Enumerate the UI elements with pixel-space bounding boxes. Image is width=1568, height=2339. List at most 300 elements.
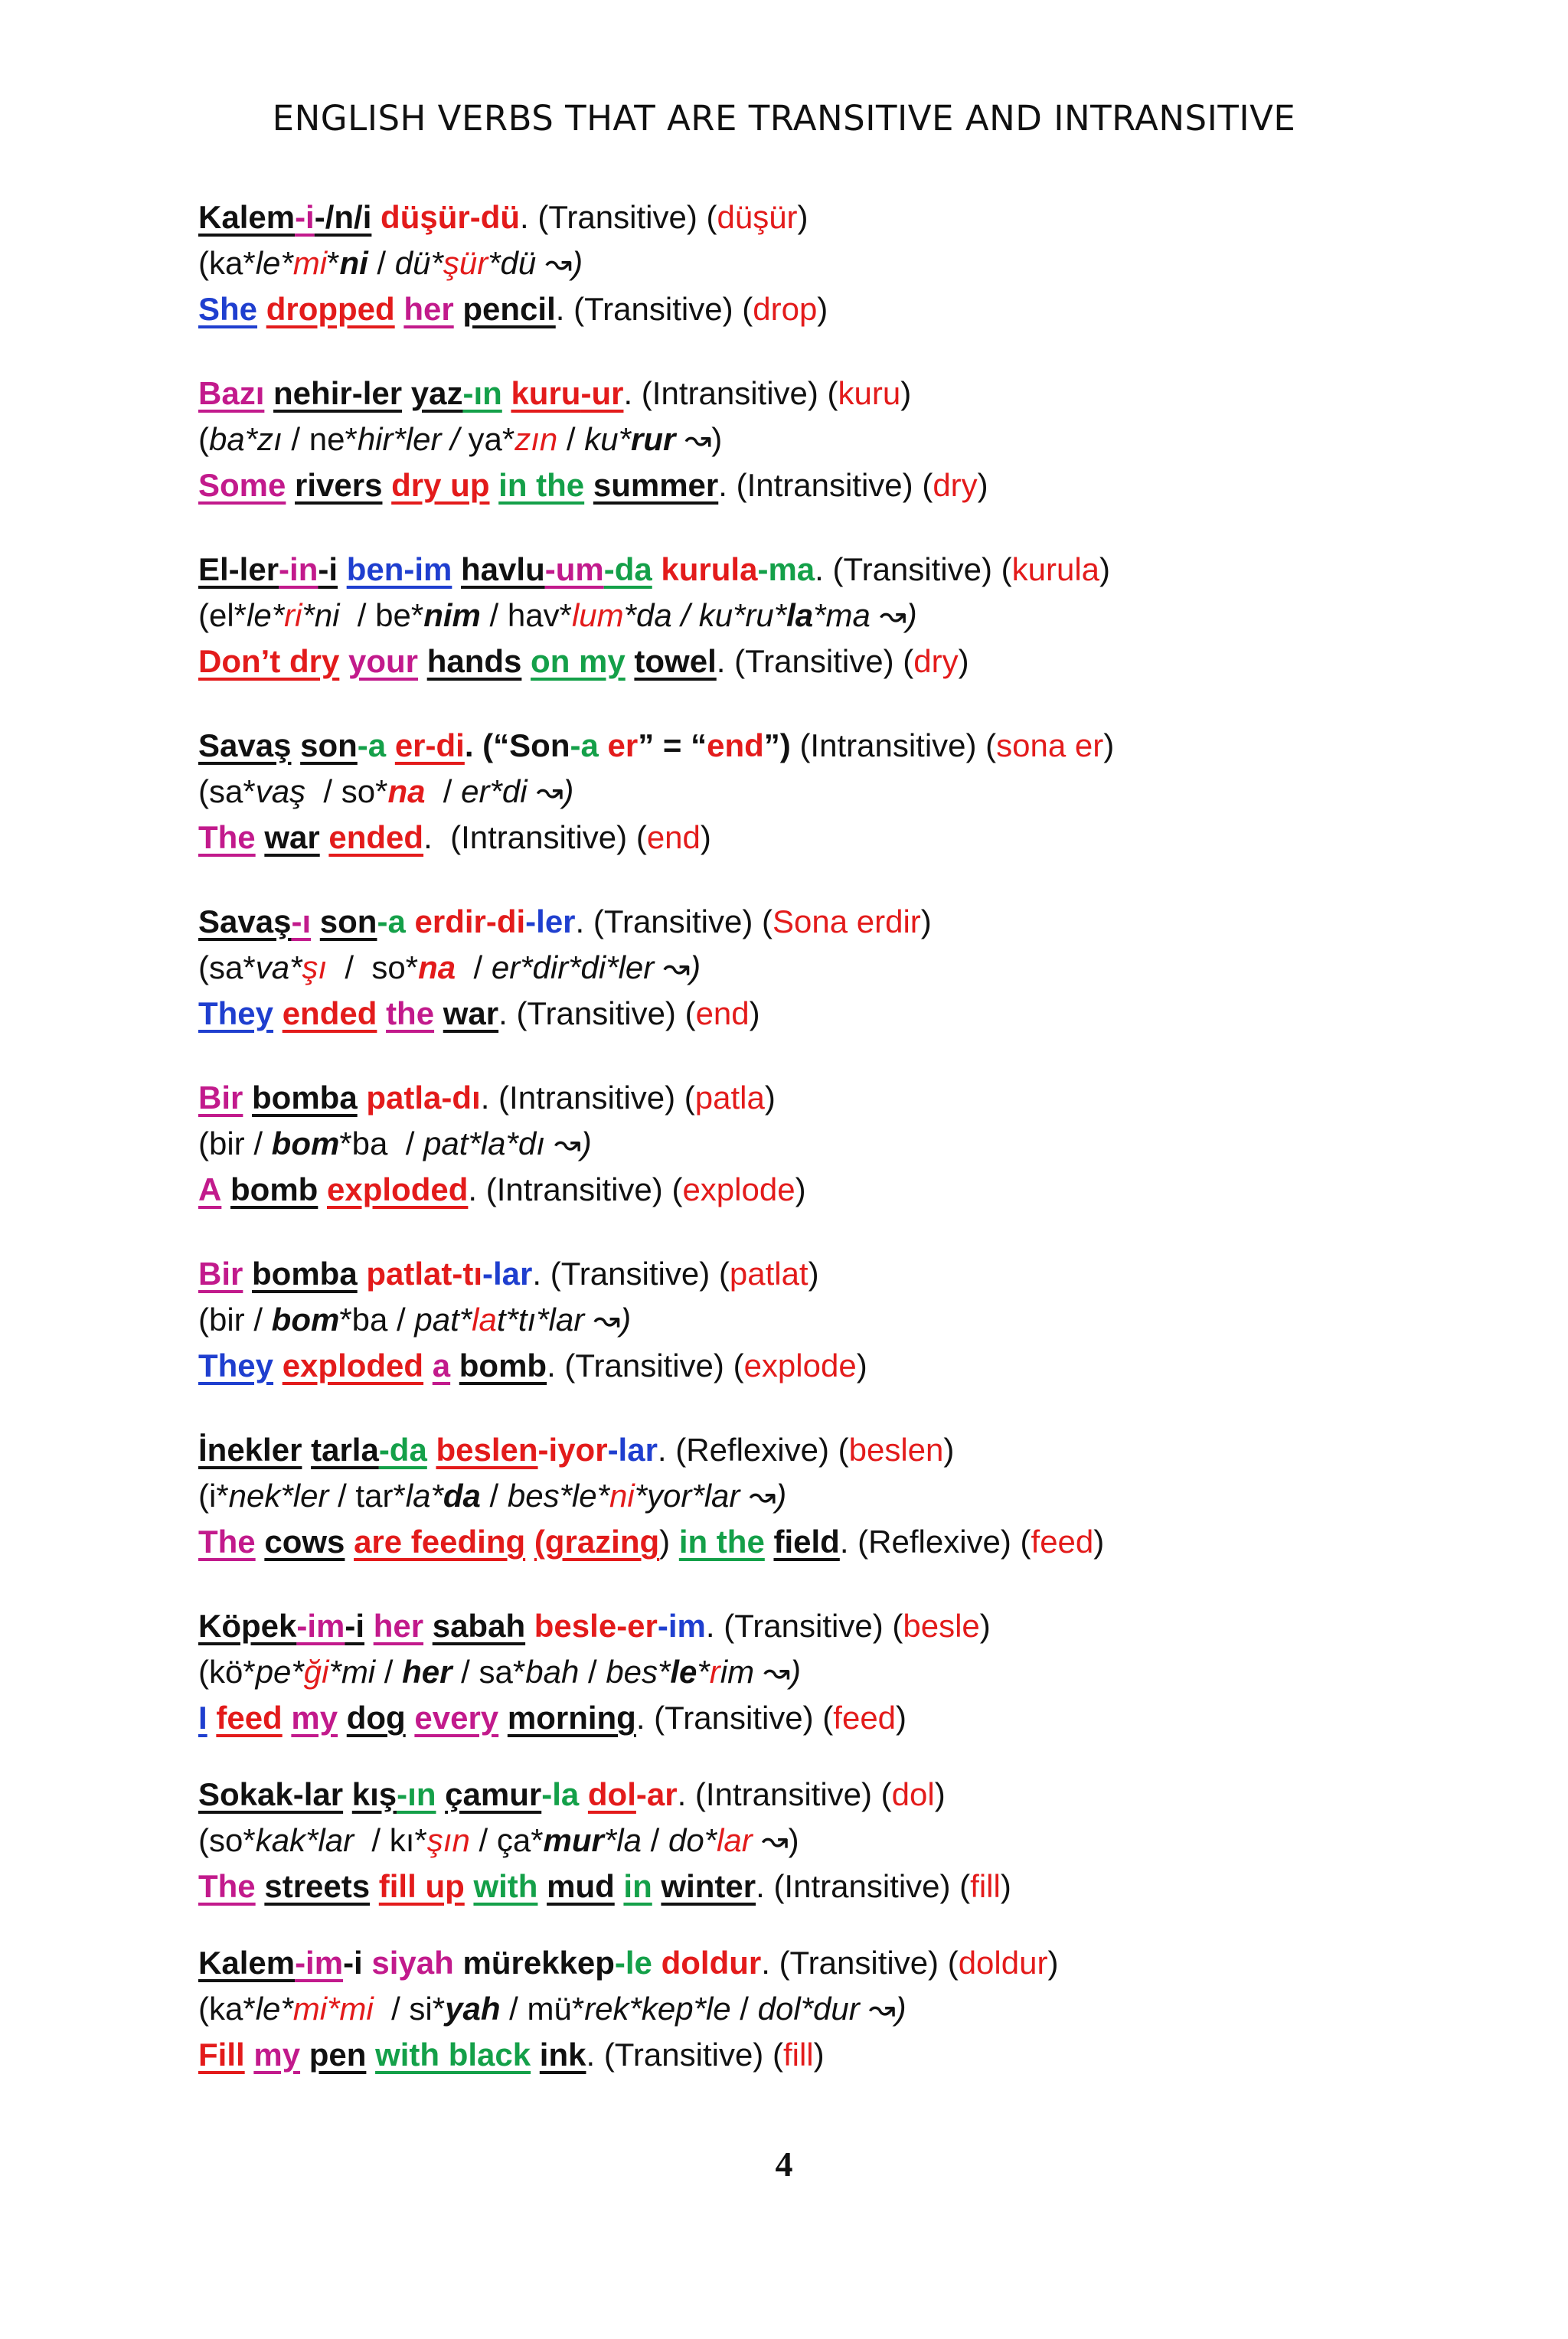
text-segment: Some: [198, 467, 286, 503]
text-segment: (ka*: [198, 1991, 256, 2027]
text-segment: [599, 727, 608, 763]
text-segment: mur: [543, 1822, 604, 1858]
turkish-sentence: [198, 899, 1500, 945]
text-segment: *da /: [623, 597, 699, 633]
text-segment: [366, 2037, 375, 2073]
text-segment: -im: [296, 1608, 345, 1644]
text-segment: -ar: [635, 1776, 678, 1812]
turkish-sentence: [198, 547, 1500, 593]
text-segment: şı: [302, 949, 328, 985]
text-segment: [273, 1348, 283, 1383]
pronunciation-line: [198, 1818, 1500, 1864]
text-segment: *ba /: [339, 1302, 415, 1338]
text-segment: dol: [587, 1776, 636, 1812]
text-segment: . (Transitive) (: [520, 199, 717, 235]
text-segment: . (Transitive) (: [547, 1348, 744, 1383]
text-segment: Savaş: [198, 903, 292, 939]
text-segment: ink: [539, 2037, 586, 2073]
text-segment: [402, 375, 411, 411]
text-segment: ”): [763, 727, 791, 763]
text-segment: -ın: [462, 375, 502, 411]
text-segment: [652, 1945, 662, 1981]
text-segment: [291, 727, 300, 763]
text-segment: pencil: [462, 291, 556, 327]
text-segment: [283, 1700, 292, 1736]
turkish-sentence: [198, 1075, 1500, 1121]
verb-entry: [198, 547, 1500, 684]
text-segment: [525, 1524, 534, 1560]
text-segment: ri: [284, 597, 302, 633]
text-segment: my: [291, 1700, 338, 1736]
text-segment: Savaş: [198, 727, 292, 763]
text-segment: -le: [614, 1945, 652, 1981]
text-segment: ): [900, 375, 912, 411]
english-sentence: [198, 991, 1500, 1037]
text-segment: şın: [426, 1822, 470, 1858]
text-segment: im ↝): [720, 1654, 801, 1690]
text-segment: / sa*: [452, 1654, 526, 1690]
text-segment: bomb: [459, 1348, 547, 1383]
text-segment: düşür: [717, 199, 798, 235]
text-segment: /: [375, 1654, 403, 1690]
text-segment: fill: [782, 2037, 814, 2073]
text-segment: in the: [498, 467, 585, 503]
text-segment: *dü ↝): [488, 245, 583, 281]
text-segment: /: [557, 421, 585, 457]
text-segment: -um: [544, 551, 604, 587]
text-segment: fill up: [378, 1868, 465, 1904]
text-segment: [436, 1776, 445, 1812]
text-segment: ): [934, 1776, 946, 1812]
text-segment: *ma ↝): [813, 597, 917, 633]
text-segment: explode: [743, 1348, 857, 1383]
text-segment: bom: [271, 1302, 340, 1338]
text-segment: [311, 903, 320, 939]
text-segment: her: [373, 1608, 424, 1644]
text-segment: İnekler: [198, 1432, 302, 1468]
text-segment: dü*: [394, 245, 443, 281]
text-segment: [320, 819, 329, 855]
text-segment: patlat-tı: [366, 1256, 483, 1292]
text-segment: er: [607, 727, 639, 763]
text-segment: nim: [423, 597, 481, 633]
text-segment: kurula: [661, 551, 758, 587]
text-segment: / ça*: [469, 1822, 544, 1858]
text-segment: fill: [970, 1868, 1001, 1904]
text-segment: ): [856, 1348, 867, 1383]
text-segment: with: [473, 1868, 538, 1904]
text-segment: (: [198, 421, 209, 457]
text-segment: [615, 1868, 624, 1904]
turkish-sentence: [198, 194, 1500, 240]
text-segment: are feeding: [354, 1524, 526, 1560]
text-segment: -lar: [607, 1432, 658, 1468]
text-segment: [358, 1080, 367, 1116]
text-segment: le*: [255, 245, 293, 281]
text-segment: [243, 1256, 252, 1292]
text-segment: war: [443, 995, 499, 1031]
text-segment: [423, 1348, 433, 1383]
text-segment: . (Transitive) (: [761, 1945, 959, 1981]
text-segment: Fill: [198, 2037, 245, 2073]
text-segment: in the: [678, 1524, 765, 1560]
text-segment: [423, 1608, 433, 1644]
text-segment: rur: [630, 421, 676, 457]
text-segment: [243, 1080, 252, 1116]
text-segment: cows: [264, 1524, 345, 1560]
text-segment: ): [943, 1432, 955, 1468]
text-segment: bomb: [230, 1171, 318, 1207]
text-segment: your: [348, 643, 419, 679]
text-segment: The: [198, 819, 256, 855]
text-segment: patla-dı: [366, 1080, 481, 1116]
text-segment: doldur: [661, 1945, 762, 1981]
text-segment: ): [1093, 1524, 1105, 1560]
text-segment: -iyor: [537, 1432, 608, 1468]
text-segment: *ni: [302, 597, 340, 633]
turkish-sentence: [198, 1251, 1500, 1297]
text-segment: la: [786, 597, 814, 633]
text-segment: rek*kep*le: [584, 1991, 731, 2027]
text-segment: ): [659, 1524, 671, 1560]
text-segment: -i: [318, 551, 338, 587]
text-segment: / kı*: [354, 1822, 427, 1858]
text-segment: (Intransitive) (: [790, 727, 997, 763]
turkish-sentence: [198, 1772, 1500, 1818]
text-segment: [490, 467, 499, 503]
text-segment: /: [368, 245, 395, 281]
text-segment: [338, 1700, 347, 1736]
page-number: 4: [775, 2145, 793, 2184]
text-segment: [395, 291, 404, 327]
text-segment: [370, 1868, 379, 1904]
text-segment: besle: [534, 1608, 617, 1644]
text-segment: in: [623, 1868, 652, 1904]
text-segment: [652, 551, 662, 587]
text-segment: na: [418, 949, 456, 985]
text-segment: yaz: [410, 375, 463, 411]
text-segment: feed: [1031, 1524, 1094, 1560]
verb-entry: [198, 1251, 1500, 1389]
text-segment: -ı: [291, 903, 312, 939]
text-segment: [338, 551, 347, 587]
text-segment: [318, 1171, 327, 1207]
verb-entry: [198, 1772, 1500, 1909]
text-segment: (el*: [198, 597, 247, 633]
text-segment: on my: [531, 643, 626, 679]
text-segment: [300, 2037, 309, 2073]
text-segment: ben-im: [346, 551, 452, 587]
text-segment: /: [579, 1654, 606, 1690]
text-segment: patlat: [729, 1256, 808, 1292]
text-segment: . (Reflexive) (: [839, 1524, 1031, 1560]
text-segment: . (Reflexive) (: [657, 1432, 849, 1468]
text-segment: rivers: [295, 467, 383, 503]
text-segment: -da: [378, 1432, 427, 1468]
text-segment: /: [480, 1478, 508, 1514]
text-segment: [256, 1524, 265, 1560]
text-segment: ↝): [752, 1822, 799, 1858]
text-segment: dropped: [266, 291, 395, 327]
text-segment: sabah: [432, 1608, 526, 1644]
text-segment: ba*zı: [209, 421, 283, 457]
text-segment: [418, 643, 427, 679]
text-segment: lum: [571, 597, 624, 633]
text-segment: ): [958, 643, 969, 679]
text-segment: ): [1047, 1945, 1059, 1981]
text-segment: Kalem: [198, 199, 296, 235]
text-segment: [465, 1868, 474, 1904]
text-segment: ): [797, 199, 808, 235]
verb-entry: [198, 371, 1500, 508]
verb-entry: [198, 1940, 1500, 2078]
verb-entry: [198, 1075, 1500, 1213]
text-segment: tarla: [311, 1432, 379, 1468]
text-segment: ni: [339, 245, 368, 281]
text-segment: Bir: [198, 1080, 243, 1116]
text-segment: *la: [603, 1822, 642, 1858]
verb-entry: [198, 723, 1500, 861]
text-segment: -lar: [482, 1256, 533, 1292]
text-segment: [207, 1700, 217, 1736]
text-segment: t*tı*lar ↝): [496, 1302, 632, 1338]
text-segment: bes*: [606, 1654, 671, 1690]
text-segment: [454, 291, 463, 327]
text-segment: (grazing: [534, 1524, 660, 1560]
text-segment: -ler: [525, 903, 576, 939]
text-segment: / si*: [373, 1991, 446, 2027]
text-segment: ): [817, 291, 828, 327]
text-segment: vaş: [255, 773, 306, 809]
text-segment: kış: [351, 1776, 397, 1812]
text-segment: ku*: [584, 421, 631, 457]
text-segment: [245, 2037, 254, 2073]
text-segment: mi: [292, 1991, 328, 2027]
text-segment: / be*: [339, 597, 424, 633]
text-segment: (sa*: [198, 949, 256, 985]
text-segment: [531, 2037, 540, 2073]
text-segment: ): [1103, 727, 1115, 763]
text-segment: . (Transitive) (: [815, 551, 1012, 587]
text-segment: pat*la*dı ↝): [423, 1125, 592, 1161]
text-segment: / mü*: [500, 1991, 585, 2027]
text-segment: They: [198, 1348, 274, 1383]
english-sentence: [198, 286, 1500, 332]
text-segment: / tar*: [328, 1478, 406, 1514]
text-segment: r: [709, 1654, 720, 1690]
text-segment: [579, 1776, 588, 1812]
text-segment: -i: [343, 1945, 363, 1981]
english-sentence: [198, 1864, 1500, 1909]
text-segment: [626, 643, 635, 679]
text-segment: [427, 1432, 436, 1468]
text-segment: mürekkep: [462, 1945, 615, 1981]
text-segment: [502, 375, 511, 411]
text-segment: . (Intransitive) (: [468, 1171, 683, 1207]
text-segment: [264, 375, 273, 411]
text-segment: ended: [328, 819, 424, 855]
text-segment: the: [386, 995, 435, 1031]
text-segment: *mi: [328, 1654, 376, 1690]
text-segment: end: [695, 995, 750, 1031]
text-segment: . (Intransitive) (: [718, 467, 933, 503]
pronunciation-line: [198, 1297, 1500, 1343]
text-segment: na: [387, 773, 426, 809]
text-segment: The: [198, 1524, 256, 1560]
text-segment: dol*dur ↝): [757, 1991, 906, 2027]
text-segment: [257, 291, 266, 327]
text-segment: ↝): [675, 421, 723, 457]
text-segment: She: [198, 291, 258, 327]
text-segment: (bir /: [198, 1125, 272, 1161]
text-segment: [450, 1348, 459, 1383]
verb-entry: [198, 899, 1500, 1037]
text-segment: [256, 1868, 265, 1904]
text-segment: ): [700, 819, 711, 855]
text-segment: . (Intransitive) (: [677, 1776, 892, 1812]
pronunciation-line: [198, 1649, 1500, 1695]
text-segment: beslen: [848, 1432, 944, 1468]
verb-entry: [198, 194, 1500, 332]
text-segment: da: [443, 1478, 481, 1514]
text-segment: a: [432, 1348, 451, 1383]
text-segment: [221, 1171, 230, 1207]
text-segment: [537, 1868, 547, 1904]
text-segment: [498, 1700, 508, 1736]
text-segment: -ur: [580, 375, 624, 411]
text-segment: every: [414, 1700, 499, 1736]
text-segment: *: [697, 1654, 710, 1690]
text-segment: feed: [833, 1700, 897, 1736]
text-segment: kuru: [511, 375, 581, 411]
text-segment: . (Intransitive) (: [756, 1868, 971, 1904]
text-segment: streets: [264, 1868, 371, 1904]
text-segment: bom: [271, 1125, 340, 1161]
text-segment: ended: [282, 995, 377, 1031]
text-segment: -la: [541, 1776, 580, 1812]
text-segment: son: [300, 727, 358, 763]
text-segment: [345, 1524, 354, 1560]
text-segment: *yor*lar ↝): [634, 1478, 787, 1514]
text-segment: explode: [682, 1171, 795, 1207]
turkish-sentence: [198, 371, 1500, 417]
text-segment: *ba /: [339, 1125, 424, 1161]
text-segment: [386, 727, 395, 763]
text-segment: -/n/i: [314, 199, 372, 235]
text-segment: [377, 995, 386, 1031]
text-segment: with black: [375, 2037, 531, 2073]
text-segment: le*: [255, 1991, 293, 2027]
text-segment: -er: [616, 1608, 658, 1644]
text-segment: besle: [903, 1608, 980, 1644]
text-segment: [525, 1608, 534, 1644]
text-segment: şür: [443, 245, 488, 281]
text-segment: [371, 199, 381, 235]
text-segment: bomba: [252, 1256, 358, 1292]
text-segment: son: [319, 903, 377, 939]
text-segment: ): [896, 1700, 907, 1736]
pronunciation-line: [198, 417, 1500, 462]
text-segment: dol: [891, 1776, 935, 1812]
text-segment: [765, 1524, 774, 1560]
text-segment: hands: [426, 643, 522, 679]
text-segment: va*: [255, 949, 302, 985]
text-segment: Köpek: [198, 1608, 297, 1644]
text-segment: [256, 819, 265, 855]
text-segment: war: [264, 819, 320, 855]
text-segment: -i: [295, 199, 315, 235]
text-segment: nek*ler: [228, 1478, 329, 1514]
text-segment: kak*lar: [255, 1822, 354, 1858]
text-segment: ): [979, 1608, 991, 1644]
text-segment: ): [813, 2037, 825, 2073]
text-segment: zın: [514, 421, 558, 457]
turkish-sentence: [198, 1940, 1500, 1986]
turkish-sentence: [198, 1427, 1500, 1473]
text-segment: er*dir*di*ler ↝): [491, 949, 701, 985]
text-segment: [364, 1608, 374, 1644]
text-segment: bes*le*: [507, 1478, 609, 1514]
text-segment: [434, 995, 443, 1031]
text-segment: /: [730, 1991, 758, 2027]
text-segment: winter: [661, 1868, 756, 1904]
text-segment: le*: [247, 597, 285, 633]
text-segment: / ne*: [282, 421, 358, 457]
text-segment: ): [795, 1171, 806, 1207]
english-sentence: [198, 1519, 1500, 1565]
text-segment: do*: [668, 1822, 717, 1858]
text-segment: / hav*: [480, 597, 572, 633]
pronunciation-line: [198, 240, 1500, 286]
turkish-sentence: [198, 1603, 1500, 1649]
text-segment: pat*: [414, 1302, 472, 1338]
text-segment: [406, 1700, 415, 1736]
text-segment: exploded: [282, 1348, 424, 1383]
text-segment: -a: [570, 727, 599, 763]
text-segment: dog: [346, 1700, 406, 1736]
text-segment: drop: [753, 291, 818, 327]
text-segment: . (Transitive) (: [586, 2037, 783, 2073]
page-title: ENGLISH VERBS THAT ARE TRANSITIVE AND INTRANSITIVE: [272, 98, 1296, 139]
text-segment: ): [808, 1256, 819, 1292]
english-sentence: [198, 1167, 1500, 1213]
text-segment: /: [425, 773, 462, 809]
text-segment: ” = “: [638, 727, 707, 763]
text-segment: (so*: [198, 1822, 256, 1858]
english-sentence: [198, 462, 1500, 508]
english-sentence: [198, 1343, 1500, 1389]
text-segment: pen: [309, 2037, 367, 2073]
text-segment: (bir /: [198, 1302, 272, 1338]
text-segment: [382, 467, 391, 503]
text-segment: pe*: [255, 1654, 304, 1690]
text-segment: sona er: [996, 727, 1104, 763]
text-segment: [302, 1432, 311, 1468]
text-segment: dry: [933, 467, 978, 503]
text-segment: . (“Son: [464, 727, 570, 763]
text-segment: [343, 1776, 352, 1812]
text-segment: [670, 1524, 679, 1560]
text-segment: -a: [357, 727, 387, 763]
english-sentence: [198, 1695, 1500, 1741]
text-segment: ni: [609, 1478, 635, 1514]
text-segment: El-ler: [198, 551, 279, 587]
text-segment: yah: [445, 1991, 501, 2027]
text-segment: düşür: [381, 199, 470, 235]
text-segment: le: [670, 1654, 697, 1690]
text-segment: -da: [603, 551, 652, 587]
text-segment: [358, 1256, 367, 1292]
